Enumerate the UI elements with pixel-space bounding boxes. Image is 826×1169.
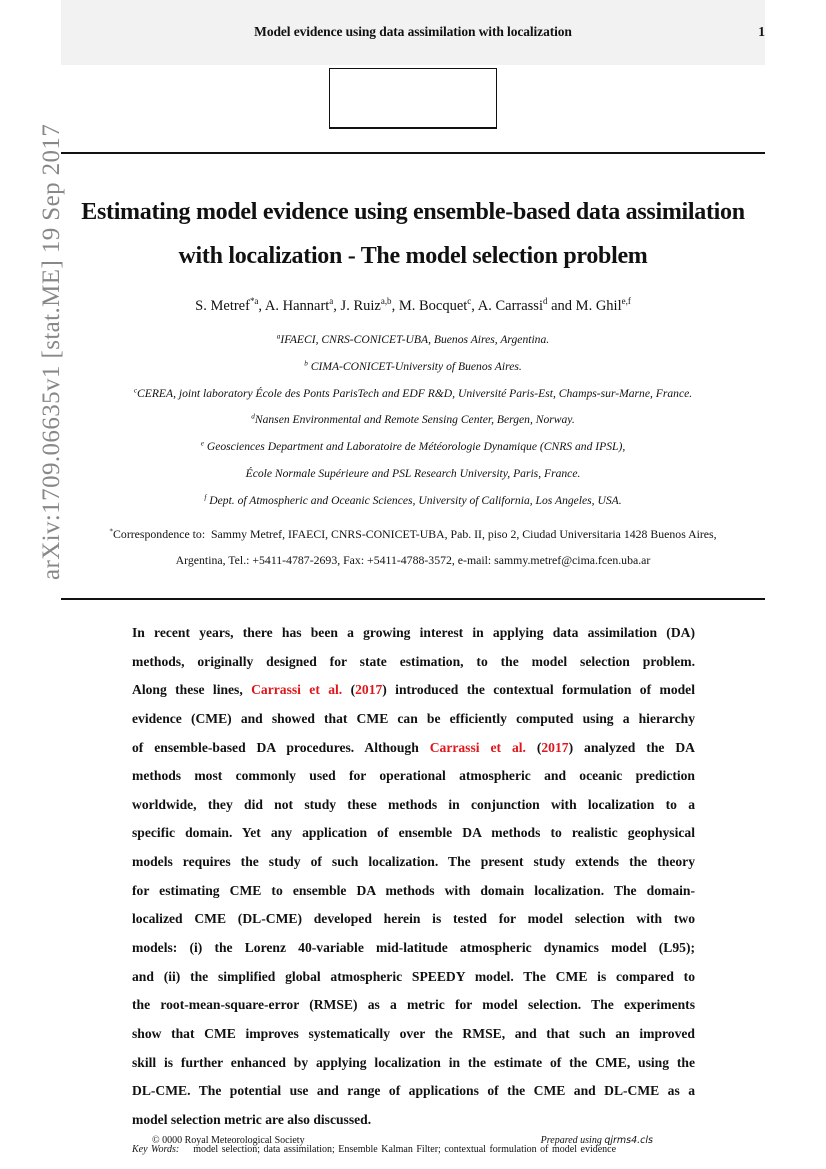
author: S. Metref$^{*a}$	[195, 296, 259, 314]
page-number: 1	[758, 24, 765, 39]
author: A. Carrassi$^d$	[477, 296, 548, 314]
top-rule	[61, 152, 765, 154]
affiliation-f: $^f$ Dept. of Atmospheric and Oceanic Sciences, University of California, Los Angeles, USA.	[204, 493, 622, 507]
author: M. Bocquet$^c$	[398, 296, 472, 314]
prepared-using: Prepared using qjrms4.cls	[540, 1135, 653, 1146]
title-line-2: with localization - The model selection problem	[178, 243, 648, 269]
abstract-line: methods most commonly used for operational atmospheric and oceanic prediction	[132, 768, 695, 784]
keywords	[132, 1145, 697, 1154]
abstract-line: Along these lines, Carrassi et al. (2017) introduced the contextual formulation of model	[132, 682, 695, 698]
affiliation-a: $^a$IFAECI, CNRS-CONICET-UBA, Buenos Aires, Argentina.	[276, 332, 550, 346]
abstract-line: DL-CME. The potential use and range of applications of the CME and DL-CME as a	[132, 1083, 695, 1099]
affiliation-d: $^d$Nansen Environmental and Remote Sensing Center, Bergen, Norway.	[251, 412, 575, 427]
page-footer	[132, 1136, 697, 1154]
abstract-line: the root-mean-square-error (RMSE) as a metric for model selection. The experiments	[132, 997, 695, 1013]
abstract	[132, 619, 695, 1135]
abstract-line: show that CME improves systematically over the RMSE, and that such an improved	[132, 1025, 695, 1041]
copyright-notice: © 0000 Royal Meteorological Society	[152, 1135, 305, 1146]
paper-title	[40, 190, 786, 278]
author: A. Hannart$^a$	[264, 296, 334, 314]
abstract-line: localized CME (DL-CME) developed herein is tested for model selection with two	[132, 911, 695, 927]
running-title: Model evidence using data assimilation with localization	[254, 24, 572, 39]
abstract-line: specific domain. Yet any application of ensemble DA methods to realistic geophysical	[132, 825, 695, 841]
author-list: S. Metref$^{*a}$, A. Hannart$^a$, J. Ruiz$^{a,b}$, M. Bocquet$^c$, A. Carrassi$^d$ and M. Ghil$^{e,f}$	[195, 296, 631, 314]
abstract-line: In recent years, there has been a growing interest in applying data assimilation (DA)	[132, 625, 695, 640]
affiliation-e: $^e$ Geosciences Department and Laboratoire de Météorologie Dynamique (CNRS and IPSL),	[200, 439, 626, 454]
correspondence-contact: Argentina, Tel.: +5411-4787-2693, Fax: +5411-4788-3572, e-mail: sammy.metref@cima.fcen.uba.ar	[175, 553, 651, 567]
affiliation-b: $^b$ CIMA-CONICET-University of Buenos Aires.	[304, 359, 522, 373]
citation-year-link[interactable]: 2017	[355, 682, 383, 698]
affiliations	[40, 331, 786, 519]
abstract-line: models requires the study of such localization. The present study extends the theory	[132, 854, 695, 870]
abstract-line: skill is further enhanced by applying localization in the estimate of the CME, using the	[132, 1054, 695, 1070]
abstract-line: methods, originally designed for state estimation, to the model selection problem.	[132, 653, 695, 669]
abstract-line: worldwide, they did not study these methods in conjunction with localization to a	[132, 796, 695, 812]
affiliation-c: $^c$CEREA, joint laboratory École des Ponts ParisTech and EDF R&D, Université Paris-Est, Champs-sur-Marne, France.	[133, 385, 693, 400]
abstract-top-rule	[61, 598, 765, 600]
correspondence: *Correspondence to: Sammy Metref, IFAECI, CNRS-CONICET-UBA, Pab. II, piso 2, Ciudad Universitaria 1428 Buenos Aires, Argentina, Tel.: +5411-4787-2693, Fax: +5411-4788-3572, e-mail: sammy.metref@cima.fcen.uba.ar	[109, 526, 717, 567]
title-line-1: Estimating model evidence using ensemble-based data assimilation	[81, 199, 745, 225]
arxiv-identifier-stamp: arXiv:1709.06635v1 [stat.ME] 19 Sep 2017	[38, 123, 65, 580]
citation-year-link[interactable]: 2017	[541, 739, 569, 755]
abstract-line: of ensemble-based DA procedures. Although Carrassi et al. (2017) analyzed the DA	[132, 739, 695, 755]
abstract-line: and (ii) the simplified global atmospheric SPEEDY model. The CME is compared to	[132, 968, 695, 984]
keywords-list: model selection; data assimilation; Ensemble Kalman Filter; contextual formulation of model evidence	[193, 1144, 617, 1155]
abstract-line: for estimating CME to ensemble DA methods with domain localization. The domain-	[132, 882, 695, 898]
affiliation-e-continued: École Normale Supérieure and PSL Research University, Paris, France.	[245, 466, 581, 480]
running-header	[61, 0, 765, 65]
author: M. Ghil$^{e,f}$	[575, 296, 631, 314]
keywords-label: Key Words:	[132, 1144, 180, 1155]
abstract-line: model selection metric are also discussed.	[132, 1111, 372, 1127]
abstract-line: models: (i) the Lorenz 40-variable mid-latitude atmospheric dynamics model (L95);	[132, 940, 695, 956]
author: J. Ruiz$^{a,b}$	[340, 296, 392, 314]
citation-link[interactable]: Carrassi et al.	[429, 739, 526, 755]
journal-logo-placeholder	[329, 68, 497, 129]
citation-link[interactable]: Carrassi et al.	[251, 682, 343, 698]
abstract-line: evidence (CME) and showed that CME can be efficiently computed using a hierarchy	[132, 710, 695, 726]
